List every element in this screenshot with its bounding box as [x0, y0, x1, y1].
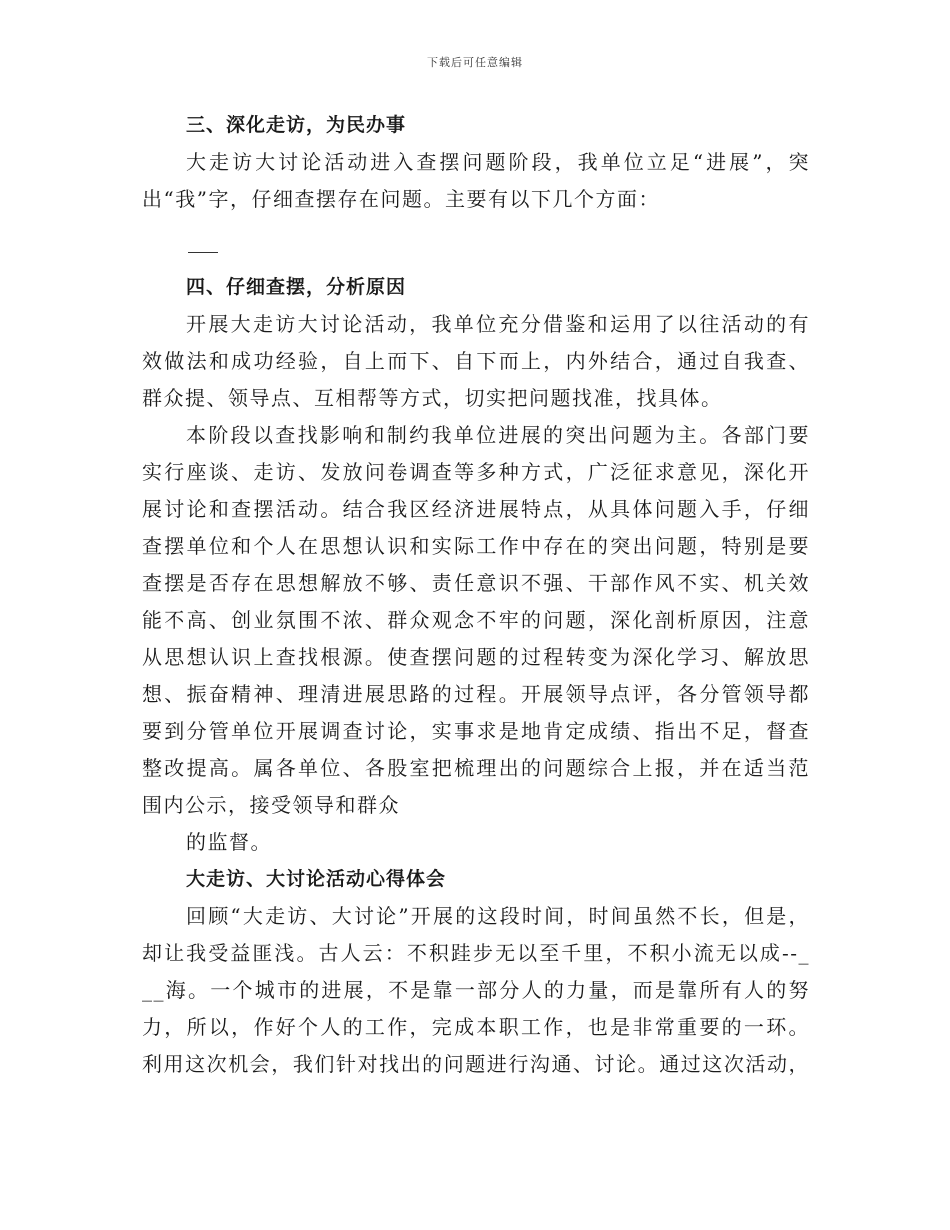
paragraph-line: 能不高、创业氛围不浓、群众观念不牢的问题，深化剖析原因，注意 [142, 608, 810, 632]
paragraph-line: 力，所以，作好个人的工作，完成本职工作，也是非常重要的一环。 [142, 1015, 810, 1039]
paragraph-line: 从思想认识上查找根源。使查摆问题的过程转变为深化学习、解放思 [142, 645, 810, 669]
paragraph-line: 效做法和成功经验，自上而下、自下而上，内外结合，通过自我查、 [142, 349, 810, 373]
section-heading-3: 三、深化走访，为民办事 [186, 114, 407, 136]
paragraph-line: 展讨论和查摆活动。结合我区经济进展特点，从具体问题入手，仔细 [142, 497, 810, 521]
paragraph-line: 整改提高。属各单位、各股室把梳理出的问题综合上报，并在适当范 [142, 756, 810, 780]
paragraph-line: 本阶段以查找影响和制约我单位进展的突出问题为主。各部门要 [186, 423, 810, 447]
document-body [142, 107, 810, 1083]
paragraph-line: 围内公示，接受领导和群众 [142, 793, 400, 817]
paragraph-line: 要到分管单位开展调查讨论，实事求是地肯定成绩、指出不足，督查 [142, 719, 810, 743]
page-header: 下载后可任意编辑 [427, 56, 523, 69]
paragraph-line: 回顾“大走访、大讨论”开展的这段时间，时间虽然不长，但是， [186, 904, 810, 928]
paragraph-line: 群众提、领导点、互相帮等方式，切实把问题找准，找具体。 [142, 386, 723, 410]
blank-line [142, 232, 810, 269]
paragraph-line: 却让我受益匪浅。古人云：不积跬步无以至千里，不积小流无以成--_ [142, 941, 810, 965]
paragraph-line: 查摆是否存在思想解放不够、责任意识不强、干部作风不实、机关效 [142, 571, 810, 595]
short-rule [188, 252, 218, 253]
paragraph-line: __海。一个城市的进展，不是靠一部分人的力量，而是靠所有人的努 [142, 978, 810, 1002]
paragraph-line: 大走访大讨论活动进入查摆问题阶段，我单位立足“进展”，突 [186, 150, 810, 174]
paragraph-line: 实行座谈、走访、发放问卷调查等多种方式，广泛征求意见，深化开 [142, 460, 810, 484]
paragraph-line: 想、振奋精神、理清进展思路的过程。开展领导点评，各分管领导都 [142, 682, 810, 706]
paragraph-line: 的监督。 [186, 830, 272, 854]
paragraph-line: 出“我”字，仔细查摆存在问题。主要有以下几个方面： [142, 187, 660, 211]
section-heading-4: 四、仔细查摆，分析原因 [186, 276, 407, 298]
section-heading-5: 大走访、大讨论活动心得体会 [186, 868, 447, 890]
spacer [142, 218, 810, 232]
paragraph-line: 查摆单位和个人在思想认识和实际工作中存在的突出问题，特别是要 [142, 534, 810, 558]
paragraph-line: 利用这次机会，我们针对找出的问题进行沟通、讨论。通过这次活动， [142, 1052, 810, 1076]
paragraph-line: 开展大走访大讨论活动，我单位充分借鉴和运用了以往活动的有 [186, 312, 810, 336]
